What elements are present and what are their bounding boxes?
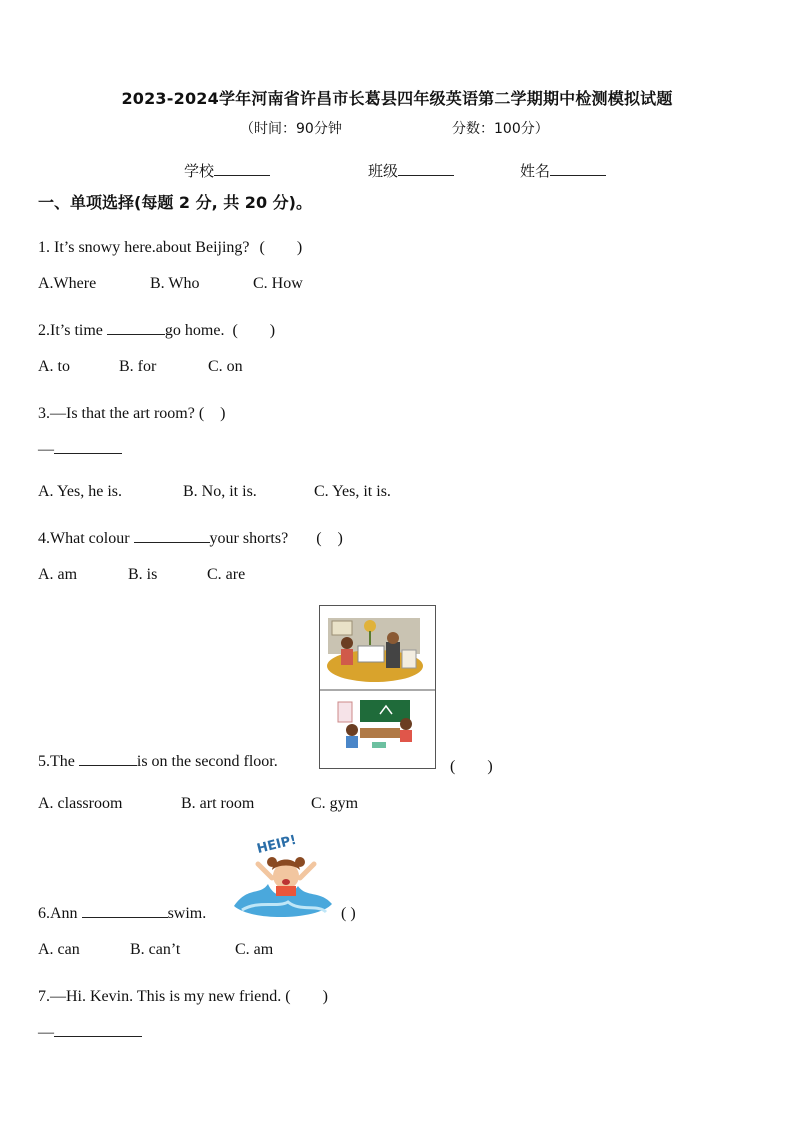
option-a: A. am: [38, 566, 78, 583]
answer-blank: [54, 441, 122, 454]
drowning-girl-picture: [228, 826, 340, 924]
question-5-stem-before: 5.The: [38, 753, 75, 770]
answer-paren: ( ): [450, 758, 493, 775]
option-b: B. for: [119, 358, 157, 375]
answer-blank: [134, 530, 210, 543]
question-1: [38, 234, 302, 257]
question-6-stem-after: swim.: [167, 905, 207, 922]
answer-dash: —: [38, 1024, 54, 1041]
school-label: 学校: [184, 162, 215, 180]
exam-time: （时间：90分钟: [240, 121, 342, 137]
option-a: A. Yes, he is.: [38, 483, 123, 500]
option-b: B. is: [128, 566, 158, 583]
option-c: C. Yes, it is.: [314, 483, 391, 500]
class-label: 班级: [368, 162, 399, 180]
answer-paren: ( ): [259, 239, 303, 256]
option-b: B. can’t: [130, 941, 181, 958]
school-blank: [214, 161, 270, 176]
question-5-stem-after: is on the second floor.: [136, 753, 278, 770]
question-7-stem: 7.—Hi. Kevin. This is my new friend.: [38, 988, 282, 1005]
option-c: C. am: [235, 941, 274, 958]
classroom-pictures: [319, 605, 436, 769]
question-3: [38, 400, 226, 423]
question-6: [38, 905, 206, 923]
option-b: B. No, it is.: [183, 483, 257, 500]
option-c: C. How: [253, 275, 303, 292]
question-5: [38, 753, 278, 771]
class-field: [368, 160, 454, 181]
question-7: [38, 983, 328, 1006]
help-caption: HEIP!: [255, 832, 298, 858]
option-a: A.Where: [38, 275, 97, 292]
question-2-stem-after: go home.: [164, 322, 225, 339]
answer-line: [38, 441, 122, 459]
answer-paren: ( ): [198, 405, 226, 422]
option-b: B. art room: [181, 795, 255, 812]
name-blank: [550, 161, 606, 176]
exam-title: 2023-2024学年河南省许昌市长葛县四年级英语第二学期期中检测模拟试题: [121, 89, 673, 108]
option-c: C. gym: [311, 795, 359, 812]
exam-score: 分数：100分）: [452, 121, 549, 137]
help-splash-illustration: [228, 826, 340, 924]
answer-paren: ( ): [341, 905, 356, 922]
option-b: B. Who: [150, 275, 200, 292]
option-c: C. on: [208, 358, 243, 375]
option-a: A. to: [38, 358, 70, 375]
name-field: [520, 160, 606, 181]
school-field: [184, 160, 270, 181]
answer-blank: [54, 1024, 142, 1037]
question-3-stem: 3.—Is that the art room?: [38, 405, 195, 422]
option-a: A. classroom: [38, 795, 123, 812]
answer-line: [38, 1024, 142, 1042]
question-4-stem-before: 4.What colour: [38, 530, 130, 547]
answer-dash: —: [38, 441, 54, 458]
question-4-stem-after: your shorts?: [209, 530, 289, 547]
question-6-stem-before: 6.Ann: [38, 905, 78, 922]
answer-paren: ( ): [316, 530, 343, 547]
answer-blank: [107, 322, 165, 335]
question-1-stem: 1. It’s snowy here.about Beijing?: [38, 239, 250, 256]
option-c: C. are: [207, 566, 246, 583]
name-label: 姓名: [520, 162, 551, 180]
question-2: [38, 317, 275, 340]
question-4: [38, 525, 343, 548]
answer-blank: [82, 905, 168, 918]
answer-blank: [79, 753, 137, 766]
section-heading: 一、单项选择(每题 2 分, 共 20 分)。: [38, 193, 312, 212]
option-a: A. can: [38, 941, 80, 958]
class-blank: [398, 161, 454, 176]
art-room-and-classroom-illustration: [320, 606, 435, 768]
question-2-stem-before: 2.It’s time: [38, 322, 103, 339]
answer-paren: ( ): [285, 988, 328, 1005]
answer-paren: ( ): [232, 322, 276, 339]
